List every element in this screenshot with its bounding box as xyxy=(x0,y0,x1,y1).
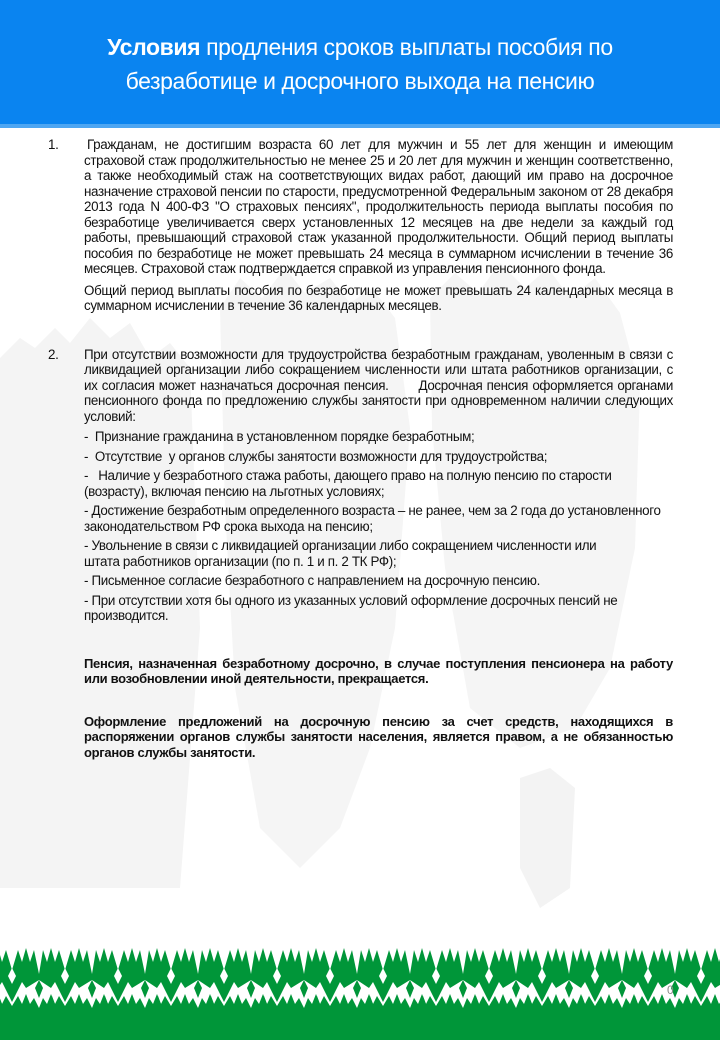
note-employment-service-right: Оформление предложений на досрочную пенсию за счет средств, находящихся в распоряжении органов службы занятости населения, является правом, а не обязанностью органов службы занятости. xyxy=(84,713,673,760)
section-number: 1. xyxy=(48,137,59,152)
section-2 xyxy=(0,347,720,624)
condition-item: - Увольнение в связи с ликвидацией организации либо сокращением численности или штата работников организации (по п. 1 и п. 2 ТК РФ); xyxy=(84,538,597,569)
section-number: 2. xyxy=(48,346,59,362)
condition-item: - Отсутствие у органов службы занятости возможности для трудоустройства; xyxy=(84,448,548,464)
title-bold-word: Условия xyxy=(107,34,201,60)
section-paragraph: Гражданам, не достигшим возраста 60 лет для мужчин и 55 лет для женщин и имеющим страховой стаж продолжительностью не менее 25 и 20 лет для мужчин и женщин соответственно, а также необходимый стаж на соответствующих видах работ, дающий им право на досрочное назначение страховой пенсии по старости, предусмотренной Федеральным законом от 28 декабря 2013 года N 400-ФЗ "О страховых пенсиях", продолжительность периода выплаты пособия по безработице увеличивается сверх установленных 12 месяцев на две недели за каждый год работы, превышающий страховой стаж указанной продолжительности. Общий период выплаты пособия по безработице не может превышать 24 месяца в суммарном исчислении в течение 36 месяцев. Страховой стаж подтверждается справкой из управления пенсионного фонда. xyxy=(84,137,673,276)
title-banner xyxy=(0,0,720,128)
document-body xyxy=(0,137,720,760)
condition-item: - При отсутствии хотя бы одного из указанных условий оформление досрочных пенсий не производится. xyxy=(84,592,618,623)
condition-item: - Наличие у безработного стажа работы, дающего право на полную пенсию по старости (возрасту), включая пенсию на льготных условиях; xyxy=(84,468,615,499)
page-title xyxy=(107,30,613,98)
condition-item: - Письменное согласие безработного с направлением на досрочную пенсию. xyxy=(84,573,540,588)
section-paragraph: Общий период выплаты пособия по безработице не может превышать 24 календарных месяца в суммарном исчислении в течение 36 календарных месяцев. xyxy=(84,282,673,313)
section-paragraph: При отсутствии возможности для трудоустройства безработным гражданам, уволенным в связи с ликвидацией организации либо сокращением численности или штата работников организации, с их согласия может назначаться досрочная пенсия. Досрочная пенсия оформляется органами пенсионного фонда по предложению службы занятости при одновременном наличии следующих условий: xyxy=(84,346,677,424)
note-pension-termination: Пенсия, назначенная безработному досрочно, в случае поступления пенсионера на работу или возобновлении иной деятельности, прекращается. xyxy=(84,655,673,686)
title-line1: продления сроков выплаты пособия по xyxy=(200,34,613,60)
title-line2: безработице и досрочного выхода на пенсию xyxy=(125,68,595,94)
section-1 xyxy=(0,137,720,314)
condition-item: - Достижение безработным определенного возраста – не ранее, чем за 2 года до установленного законодательством РФ срока выхода на пенсию; xyxy=(84,503,661,534)
ornament-footer-icon xyxy=(0,940,720,1040)
page-number: 0 xyxy=(667,983,674,997)
condition-item: - Признание гражданина в установленном порядке безработным; xyxy=(84,429,475,444)
